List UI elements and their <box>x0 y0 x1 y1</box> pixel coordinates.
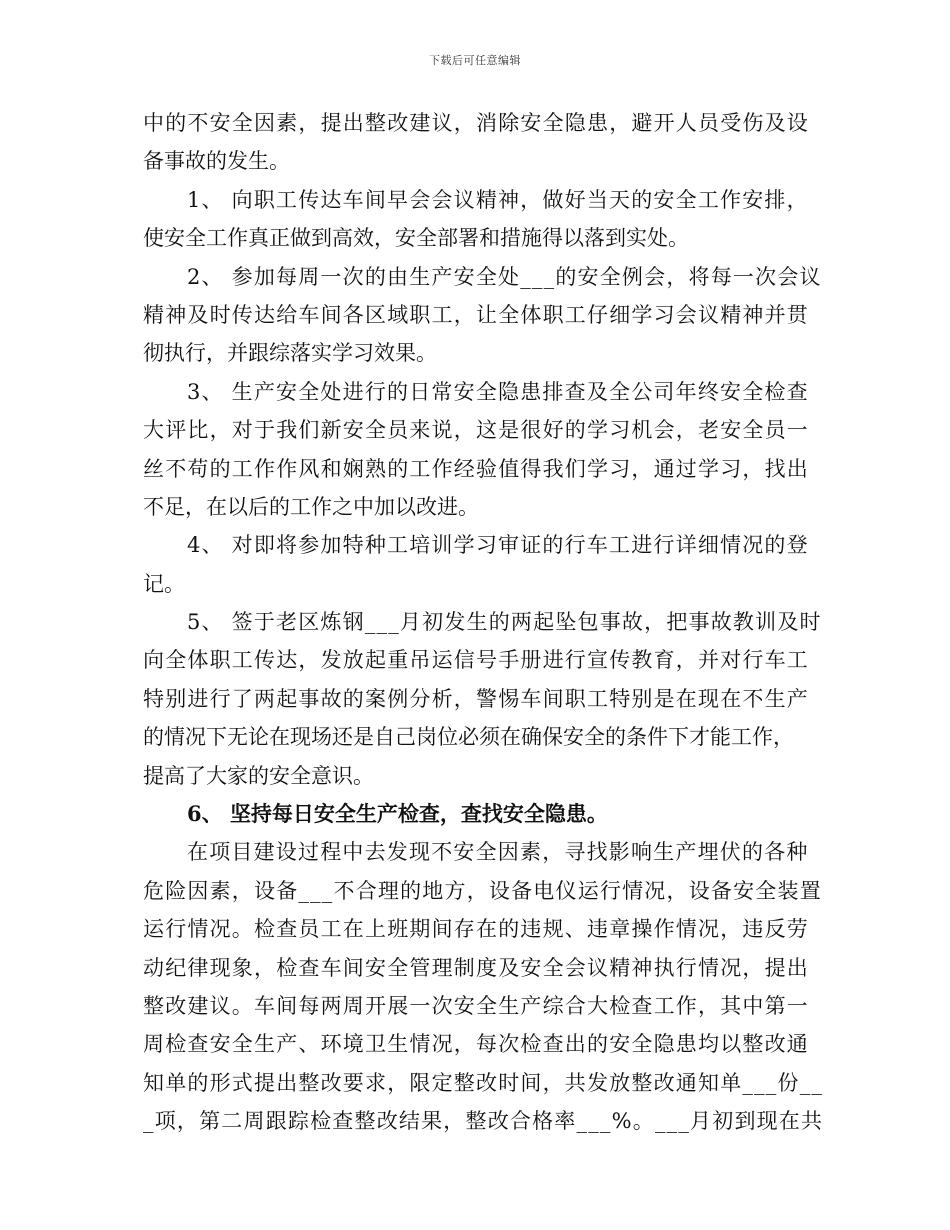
paragraph-line: 备事故的发生。 <box>143 149 290 174</box>
list-item-5-line: 5、 签于老区炼钢___月初发生的两起坠包事故，把事故教训及时 <box>187 610 822 635</box>
paragraph-line: 知单的形式提出整改要求，限定整改时间，共发放整改通知单___份__ <box>143 1070 824 1095</box>
list-item-5-line: 特别进行了两起事故的案例分析，警惕车间职工特别是在现在不生产 <box>143 686 809 711</box>
paragraph-line: 动纪律现象，检查车间安全管理制度及安全会议精神执行情况，提出 <box>143 955 809 980</box>
list-item-4-line: 4、 对即将参加特种工培训学习审证的行车工进行详细情况的登 <box>187 533 809 558</box>
list-item-4-line: 记。 <box>143 571 185 596</box>
list-item-5-line: 提高了大家的安全意识。 <box>143 763 374 788</box>
document-body <box>143 104 824 1141</box>
list-item-2-line: 精神及时传达给车间各区域职工，让全体职工仔细学习会议精神并贯 <box>143 302 809 327</box>
list-item-3-line: 大评比，对于我们新安全员来说，这是很好的学习机会，老安全员一 <box>143 418 809 443</box>
paragraph-line: 运行情况。检查员工在上班期间存在的违规、违章操作情况，违反劳 <box>143 917 809 942</box>
list-item-2-line: 2、 参加每周一次的由生产安全处___的安全例会，将每一次会议 <box>187 264 822 289</box>
paragraph-line: 危险因素，设备___不合理的地方，设备电仪运行情况，设备安全装置 <box>143 878 822 903</box>
list-item-1-line: 使安全工作真正做到高效，安全部署和措施得以落到实处。 <box>143 226 689 251</box>
paragraph-line: 在项目建设过程中去发现不安全因素，寻找影响生产埋伏的各种 <box>187 840 809 865</box>
section-heading: 6、 坚持每日安全生产检查，查找安全隐患。 <box>187 801 608 827</box>
list-item-3-line: 3、 生产安全处进行的日常安全隐患排查及全公司年终安全检查 <box>187 379 809 404</box>
list-item-3-line: 不足，在以后的工作之中加以改进。 <box>143 494 479 519</box>
paragraph-line: 中的不安全因素，提出整改建议，消除安全隐患，避开人员受伤及设 <box>143 111 809 135</box>
paragraph-line: 整改建议。车间每两周开展一次安全生产综合大检查工作，其中第一 <box>143 993 809 1018</box>
paragraph-line: 周检查安全生产、环境卫生情况，每次检查出的安全隐患均以整改通 <box>143 1032 809 1057</box>
list-item-1-line: 1、 向职工传达车间早会会议精神，做好当天的安全工作安排， <box>187 187 809 212</box>
list-item-2-line: 彻执行，并跟综落实学习效果。 <box>143 341 437 366</box>
list-item-3-line: 丝不苟的工作作风和娴熟的工作经验值得我们学习，通过学习，找出 <box>143 456 809 481</box>
page-header: 下载后可任意编辑 <box>429 54 521 67</box>
paragraph-line: _项，第二周跟踪检查整改结果，整改合格率___%。___月初到现在共 <box>143 1109 824 1134</box>
list-item-5-line: 向全体职工传达，发放起重吊运信号手册进行宣传教育，并对行车工 <box>143 648 809 673</box>
list-item-5-line: 的情况下无论在现场还是自己岗位必须在确保安全的条件下才能工作， <box>143 725 794 750</box>
